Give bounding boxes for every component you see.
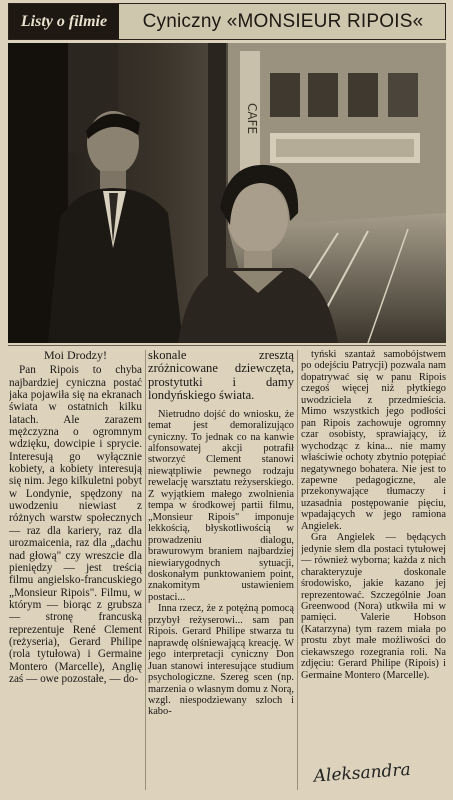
rubric-label: Listy o filmie — [9, 4, 119, 39]
column-3-paragraph-1: tyński szantaż samobójstwem po odejściu Patrycji) pozwala nam dopatrywać się w panu Ripois czegoś więcej niż płytkiego uwodziciela z przedmieścia. Mimo wszystkich jego podłości pan Ripois zachowuje ogromny czar osobisty, sprawiający, iż wychodząc z kina... nie mamy właściwie ochoty zbytnio potępiać negatywnego bohatera. Nie jest to zapewne pedagogiczne, ale przekonywające tłumaczy i uzasadnia postępowanie pięciu, wpadających w jego ramiona Angielek. — [301, 349, 446, 532]
article-headline: Cyniczny «MONSIEUR RIPOIS« — [142, 10, 424, 32]
article-header — [8, 3, 446, 40]
film-still-photo — [8, 43, 446, 343]
film-still-image — [8, 43, 446, 343]
column-divider — [145, 350, 146, 790]
column-divider — [297, 350, 298, 790]
column-2-paragraph-1: Nietrudno dojść do wniosku, że temat jest demoralizująco cyniczny. To jednak co na kanwie alfonsowatej akcji potrafił stworzyć Clement stanowi niewątpliwie pewnego rodzaju rewelację warsztatu reżyserskiego. Z wyjątkiem małego zwolnienia tempa w środkowej partii filmu, „Monsieur Ripois" imponuje lekkością, błyskotliwością w prowadzeniu dialogu, brawurowym braniem najbardziej niewiarygodnych sytuacji, doskonałym punktowaniem point, znakomitym ustawieniem postaci... — [148, 408, 294, 603]
greeting: Moi Drodzy! — [44, 349, 107, 362]
cafe-sign: CAFE — [245, 103, 259, 135]
column-1-text: Pan Ripois to chyba najbardziej cyniczna postać jaka pojawiła się na ekranach świata w ostatnich kilku latach. Ale zarazem mężczyzna o ogromnym wdzięku, dowcipie i sprycie. Interesują go wyłącznie kobiety, a kobiety interesują się nim. Jego kilkuletni pobyt w Londynie, spędzony na uwodzeniu niewiast z różnych warstw społecznych — raz dla kariery, raz dla urozmaicenia, raz dla „dachu nad głową" czy wreszcie dla pieniędzy — jest treścią filmu angielsko-francuskiego „Monsieur Ripois". Filmu, w którym — biorąc z grubsza — stronę francuską reprezentuje René Clement (reżyseria), Gerard Philipe (rola tytułowa) i Germaine Montero (Marcelle), Anglię zaś — owe pozostałe, — do- — [9, 364, 142, 685]
column-3-paragraph-2: Gra Angielek — będących jedynie słem dla postaci tytułowej — również wyborna; każda z nich charakteryzuje doskonale środowisko, jakie kazano jej reprezentować. Szczególnie Joan Greenwood (Nora) utkwiła mi w pamięci. Valerie Hobson (Katarzyna) tym razem miała po prostu zbyt małe możliwości do ciekawszego rozegrania roli. Na zdjęciu: Gerard Philipe (Ripois) i Germaine Montero (Marcelle). — [301, 532, 446, 681]
article-column-2 — [148, 349, 294, 797]
article-column-1 — [9, 349, 142, 797]
article-column-3 — [301, 349, 446, 797]
column-2-lead: skonale zresztą zróżnicowane dziewczęta, prostytutki i damy londyńskiego świata. — [148, 349, 294, 403]
author-signature: Aleksandra — [313, 759, 412, 787]
column-2-paragraph-2: Inna rzecz, że z potężną pomocą przybył reżyserowi... sam pan Ripois. Gerard Philipe stwarza tu naprawdę olśniewającą kreację. W jego interpretacji cyniczny Don Juan stanowi interesujące studium psychologiczne. Szereg scen (np. marzenia o własnym domu z Norą, wzgl. niespodziewany szloch i kabo- — [148, 603, 294, 718]
photo-rule — [8, 345, 446, 346]
